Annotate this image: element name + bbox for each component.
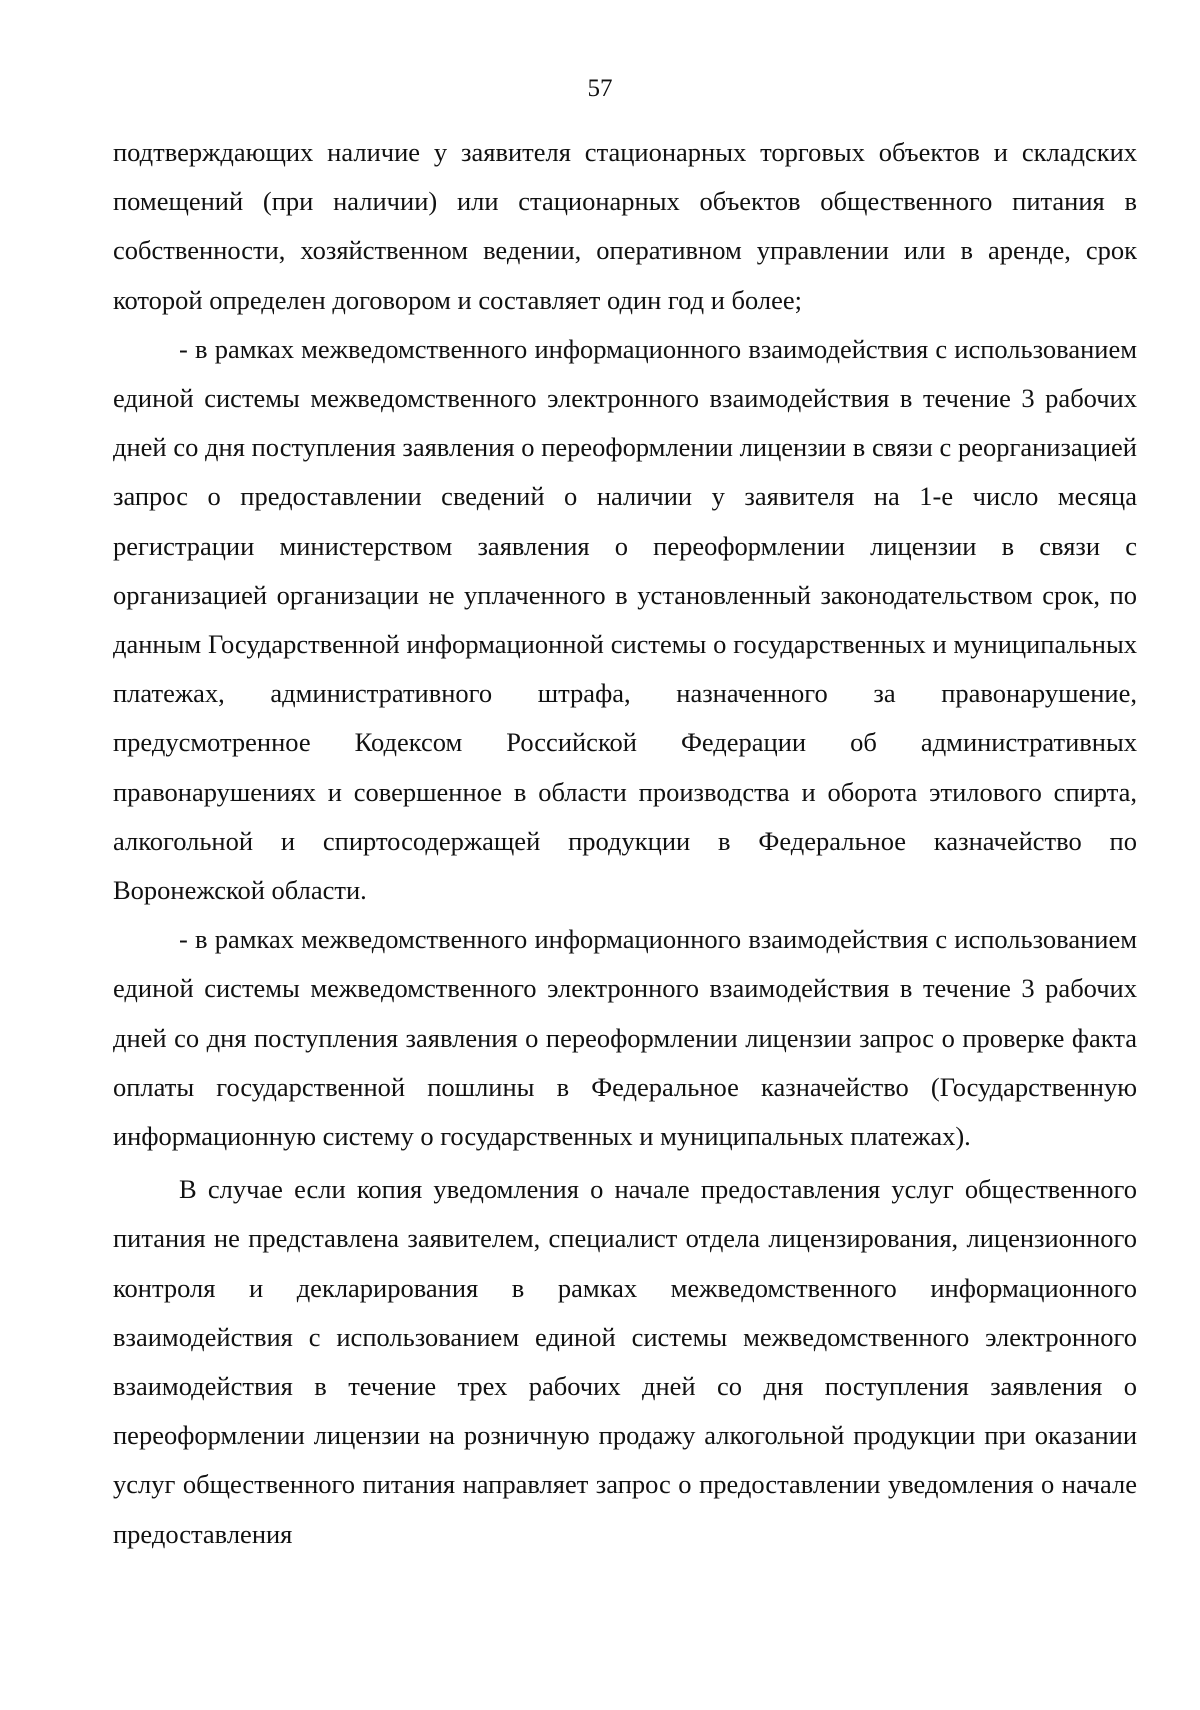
- paragraph-catering-notice: В случае если копия уведомления о начале предоставления услуг общественного питания не представлена заявителем, специалист отдела лицензирования, лицензионного контроля и декларирования в рамках межведомственного информационного взаимодействия с использованием единой системы межведомственного электронного взаимодействия в течение трех рабочих дней со дня поступления заявления о переоформлении лицензии на розничную продажу алкогольной продукции при оказании услуг общественного питания направляет запрос о предоставлении уведомления о начале предоставления: [113, 1174, 1137, 1549]
- paragraph-list-item-fee-check: - в рамках межведомственного информационного взаимодействия с использованием единой системы межведомственного электронного взаимодействия в течение 3 рабочих дней со дня поступления заявления о переоформлении лицензии запрос о проверке факта оплаты государственной пошлины в Федеральное казначейство (Государственную информационную систему о государственных и муниципальных платежах).: [113, 924, 1137, 1152]
- document-body: [113, 128, 1137, 1559]
- page-number: 57: [587, 75, 613, 102]
- paragraph-list-item-fine-request: - в рамках межведомственного информационного взаимодействия с использованием единой системы межведомственного электронного взаимодействия в течение 3 рабочих дней со дня поступления заявления о переоформлении лицензии в связи с реорганизацией запрос о предоставлении сведений о наличии у заявителя на 1-е число месяца регистрации министерством заявления о переоформлении лицензии в связи с организацией организации не уплаченного в установленный законодательством срок, по данным Государственной информационной системы о государственных и муниципальных платежах, административного штрафа, назначенного за правонарушение, предусмотренное Кодексом Российской Федерации об административных правонарушениях и совершенное в области производства и оборота этилового спирта, алкогольной и спиртосодержащей продукции в Федеральное казначейство по Воронежской области.: [113, 333, 1137, 906]
- paragraph-continuation: подтверждающих наличие у заявителя стационарных торговых объектов и складских помещений (при наличии) или стационарных объектов общественного питания в собственности, хозяйственном ведении, оперативном управлении или в аренде, срок которой определен договором и составляет один год и более;: [113, 137, 1137, 315]
